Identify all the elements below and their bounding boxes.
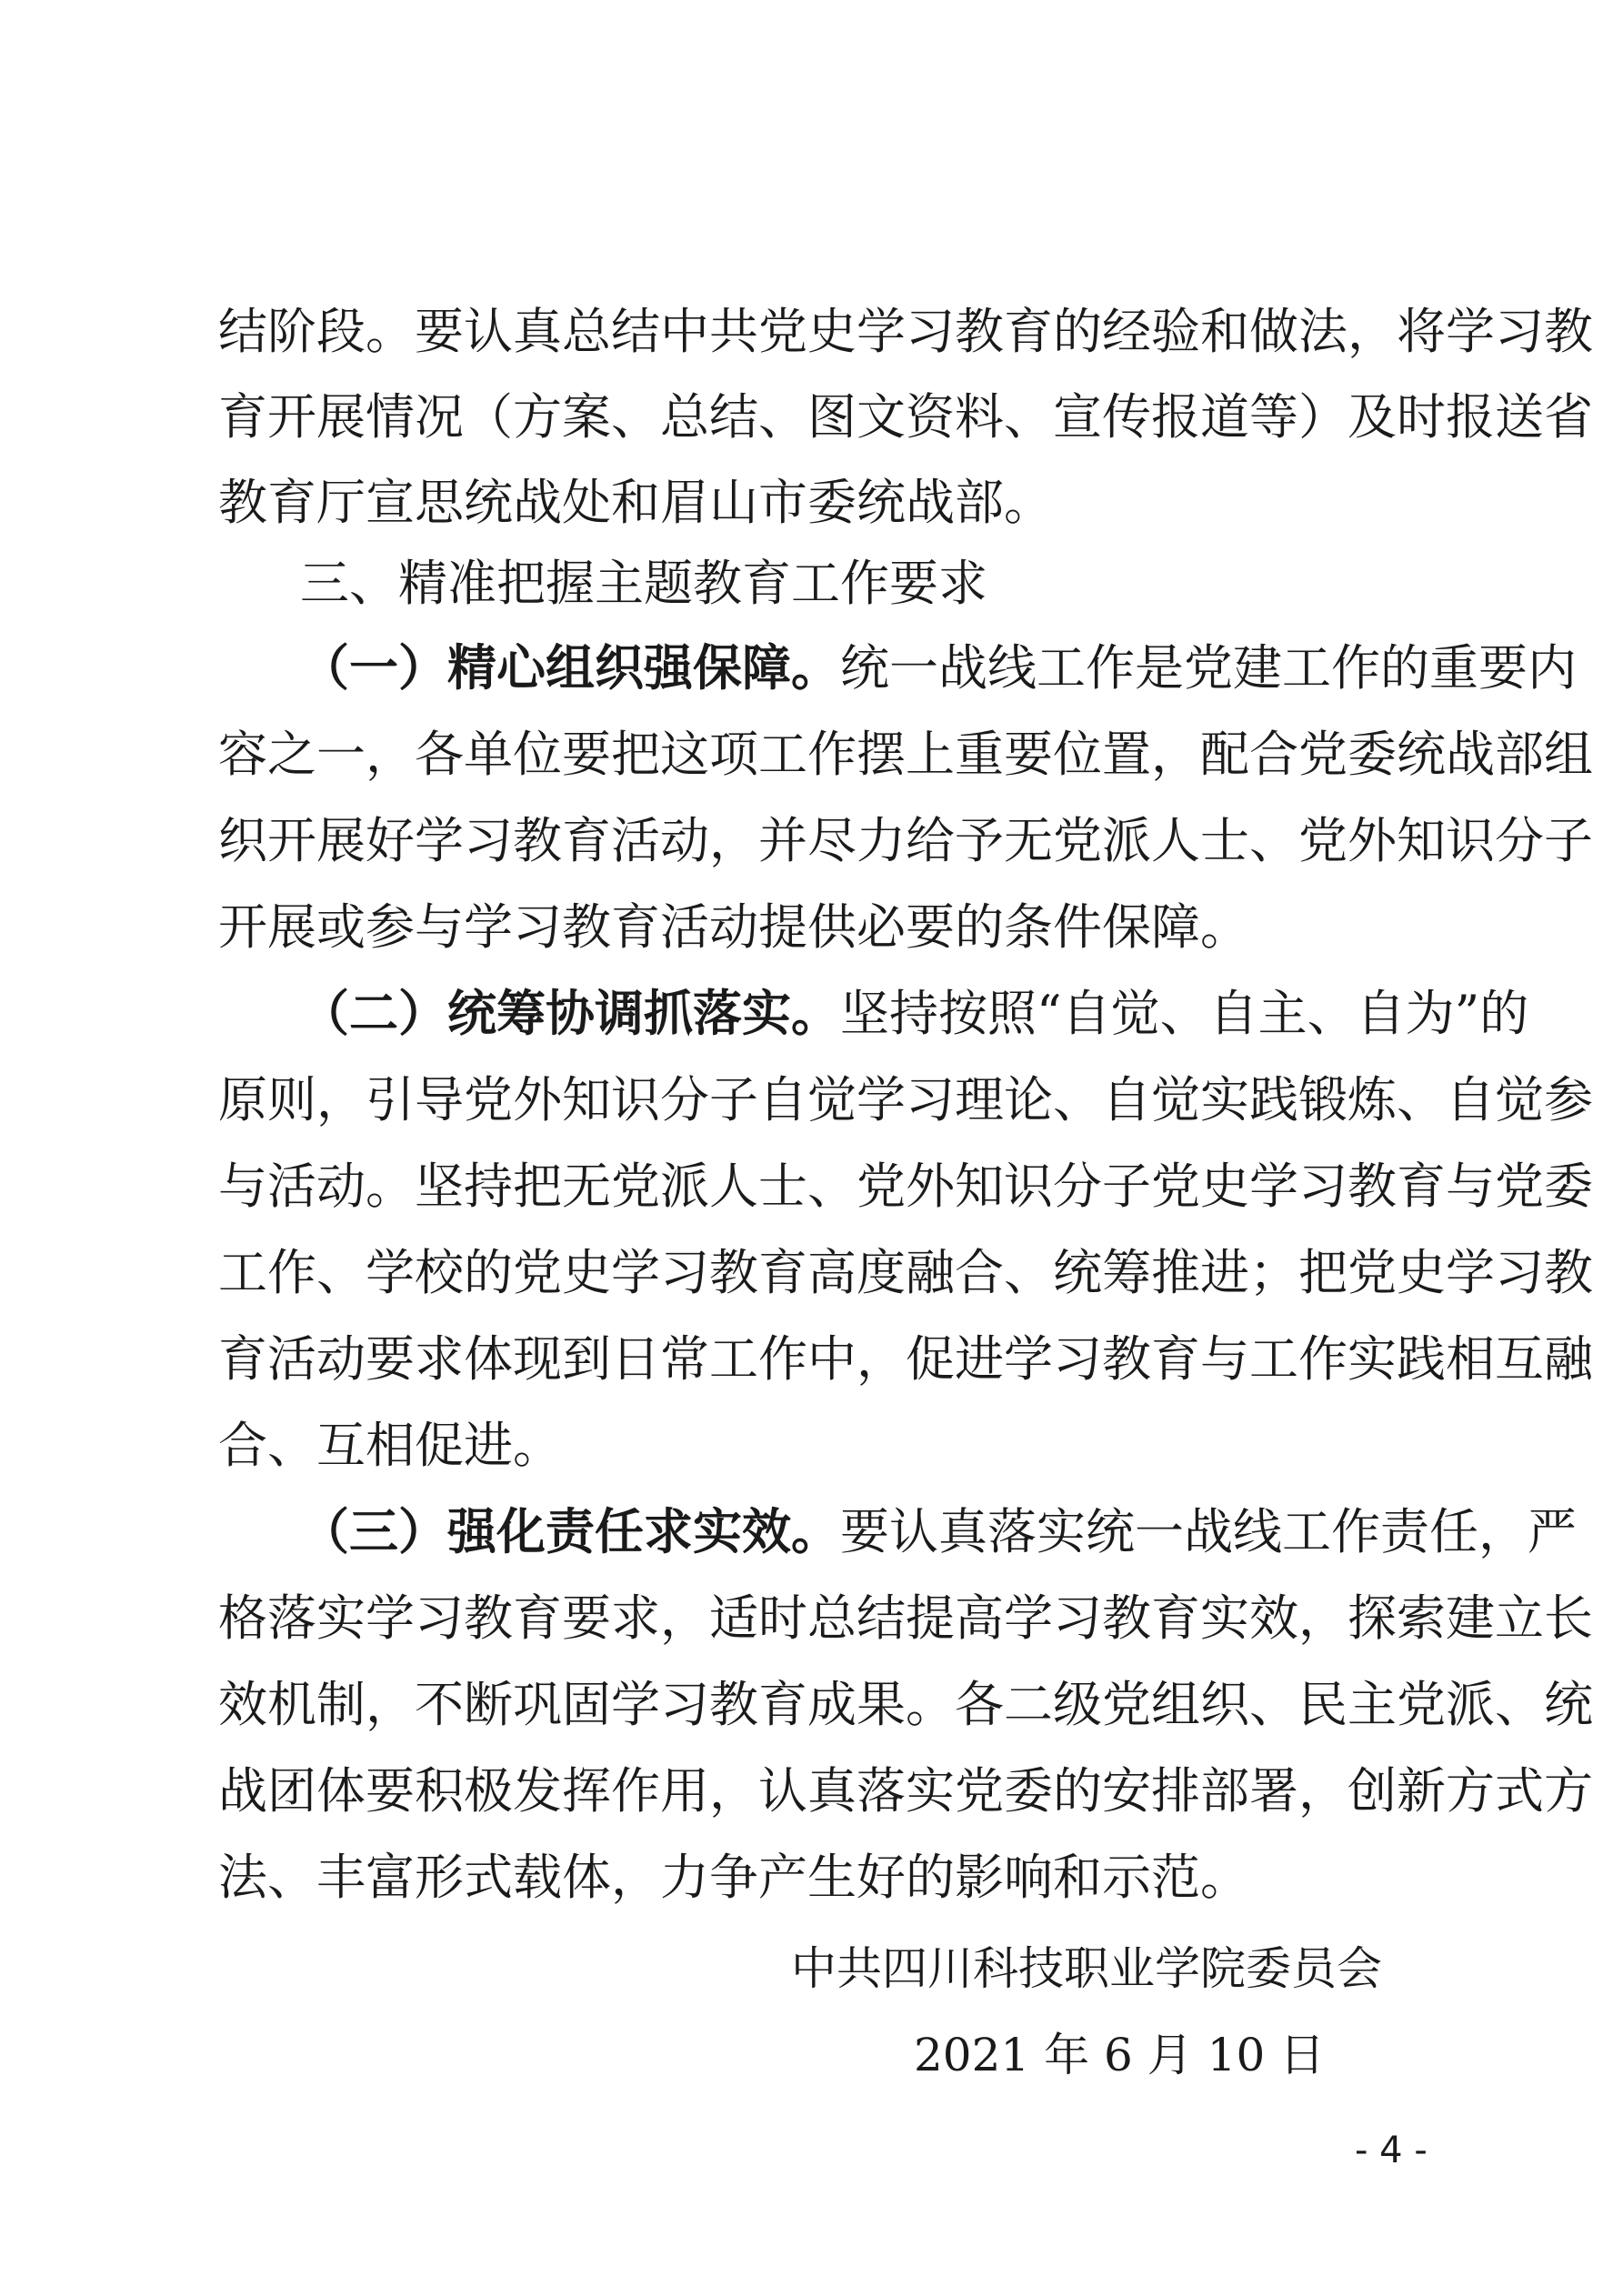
item-3-first-line xyxy=(300,1500,1577,1564)
item-1-text: 统一战线工作是党建工作的重要内 xyxy=(840,639,1577,697)
item-1-line-2: 容之一，各单位要把这项工作摆上重要位置，配合党委统战部组 xyxy=(218,726,1593,783)
item-2-text: 坚持按照“自觉、自主、自为”的 xyxy=(840,985,1529,1042)
item-2-title: （二）统筹协调抓落实。 xyxy=(300,985,840,1042)
item-3-line-2: 格落实学习教育要求，适时总结提高学习教育实效，探索建立长 xyxy=(218,1589,1593,1647)
item-3-title: （三）强化责任求实效。 xyxy=(300,1503,840,1560)
item-1-line-3: 织开展好学习教育活动，并尽力给予无党派人士、党外知识分子 xyxy=(218,812,1593,869)
signature-date: 2021 年 6 月 10 日 xyxy=(914,2029,1326,2081)
item-2-line-2: 原则，引导党外知识分子自觉学习理论、自觉实践锻炼、自觉参 xyxy=(218,1071,1593,1128)
item-3-line-5: 法、丰富形式载体，力争产生好的影响和示范。 xyxy=(218,1849,1249,1906)
item-1-line-4: 开展或参与学习教育活动提供必要的条件保障。 xyxy=(218,898,1249,956)
item-1-first-line xyxy=(300,637,1577,700)
item-2-line-3: 与活动。坚持把无党派人士、党外知识分子党史学习教育与党委 xyxy=(218,1158,1593,1215)
intro-line-2: 育开展情况（方案、总结、图文资料、宣传报道等）及时报送省 xyxy=(218,388,1593,446)
item-3-line-4: 战团体要积极发挥作用，认真落实党委的安排部署，创新方式方 xyxy=(218,1762,1593,1820)
item-2-line-6: 合、互相促进。 xyxy=(218,1417,562,1474)
item-1-title: （一）精心组织强保障。 xyxy=(300,639,840,697)
item-3-text: 要认真落实统一战线工作责任，严 xyxy=(840,1503,1577,1560)
item-2-line-5: 育活动要求体现到日常工作中，促进学习教育与工作实践相互融 xyxy=(218,1330,1593,1388)
intro-line-1: 结阶段。要认真总结中共党史学习教育的经验和做法，将学习教 xyxy=(218,303,1593,360)
signature-organization: 中共四川科技职业学院委员会 xyxy=(791,1942,1382,1995)
intro-line-3: 教育厅宣思统战处和眉山市委统战部。 xyxy=(218,474,1053,531)
item-2-first-line xyxy=(300,982,1529,1046)
item-3-line-3: 效机制，不断巩固学习教育成果。各二级党组织、民主党派、统 xyxy=(218,1676,1593,1733)
item-2-line-4: 工作、学校的党史学习教育高度融合、统筹推进；把党史学习教 xyxy=(218,1244,1593,1301)
section-heading: 三、精准把握主题教育工作要求 xyxy=(300,555,987,612)
page-number: - 4 - xyxy=(1355,2130,1428,2171)
